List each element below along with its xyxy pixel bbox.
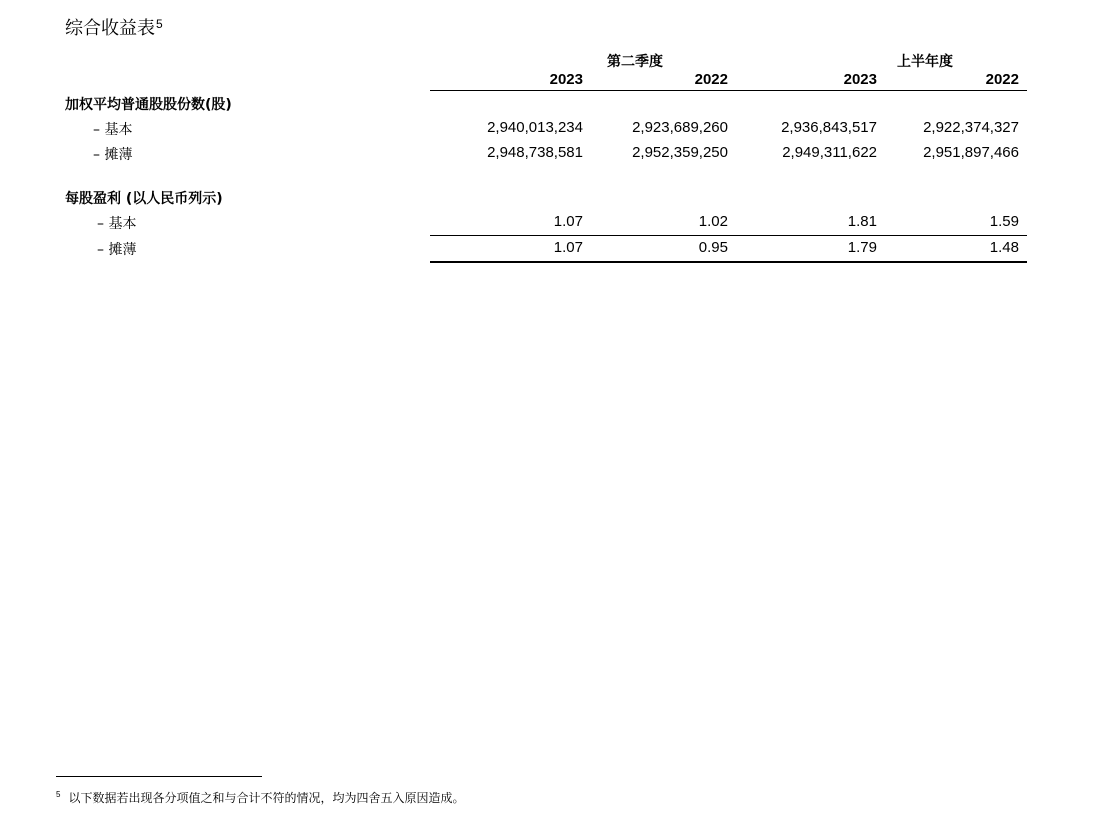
column-group-quarter: 第二季度 xyxy=(607,54,663,70)
cell-basic-eps-q2023: 1.07 xyxy=(553,213,583,230)
row-label-diluted-shares: – 摊薄 xyxy=(93,147,133,163)
footnote xyxy=(56,789,464,806)
footnote-separator xyxy=(56,776,262,777)
row-label-basic-shares: – 基本 xyxy=(93,122,133,138)
cell-diluted-shares-h2022: 2,951,897,466 xyxy=(923,144,1019,161)
section-heading-weighted-shares: 加权平均普通股股份数(股) xyxy=(65,97,232,113)
row-label-diluted-eps: – 摊薄 xyxy=(97,242,137,258)
cell-diluted-eps-q2023: 1.07 xyxy=(553,239,583,256)
column-header-q-2022: 2022 xyxy=(694,71,728,88)
column-header-q-2023: 2023 xyxy=(549,71,583,88)
cell-diluted-shares-q2022: 2,952,359,250 xyxy=(632,144,728,161)
column-header-h-2023: 2023 xyxy=(843,71,877,88)
header-rule xyxy=(430,90,1027,91)
cell-basic-shares-q2022: 2,923,689,260 xyxy=(632,119,728,136)
cell-basic-shares-h2023: 2,936,843,517 xyxy=(781,119,877,136)
cell-diluted-shares-q2023: 2,948,738,581 xyxy=(487,144,583,161)
cell-diluted-eps-h2023: 1.79 xyxy=(847,239,877,256)
page-title xyxy=(65,14,163,40)
footnote-text: 以下数据若出现各分项值之和与合计不符的情况，均为四舍五入原因造成。 xyxy=(68,791,465,805)
cell-diluted-eps-h2022: 1.48 xyxy=(989,239,1019,256)
cell-basic-shares-h2022: 2,922,374,327 xyxy=(923,119,1019,136)
cell-basic-eps-h2023: 1.81 xyxy=(847,213,877,230)
section-heading-eps: 每股盈利 (以人民币列示) xyxy=(65,191,223,207)
cell-basic-shares-q2023: 2,940,013,234 xyxy=(487,119,583,136)
footnote-mark: 5 xyxy=(56,790,61,799)
title-text: 综合收益表 xyxy=(65,18,155,39)
row-label-basic-eps: – 基本 xyxy=(97,216,137,232)
cell-basic-eps-h2022: 1.59 xyxy=(989,213,1019,230)
column-header-h-2022: 2022 xyxy=(985,71,1019,88)
cell-diluted-shares-h2023: 2,949,311,622 xyxy=(782,144,877,161)
title-footnote-mark: 5 xyxy=(156,17,163,31)
subtotal-rule xyxy=(430,235,1027,236)
cell-basic-eps-q2022: 1.02 xyxy=(698,213,728,230)
total-rule xyxy=(430,261,1027,263)
column-group-half-year: 上半年度 xyxy=(897,54,953,70)
cell-diluted-eps-q2022: 0.95 xyxy=(698,239,728,256)
